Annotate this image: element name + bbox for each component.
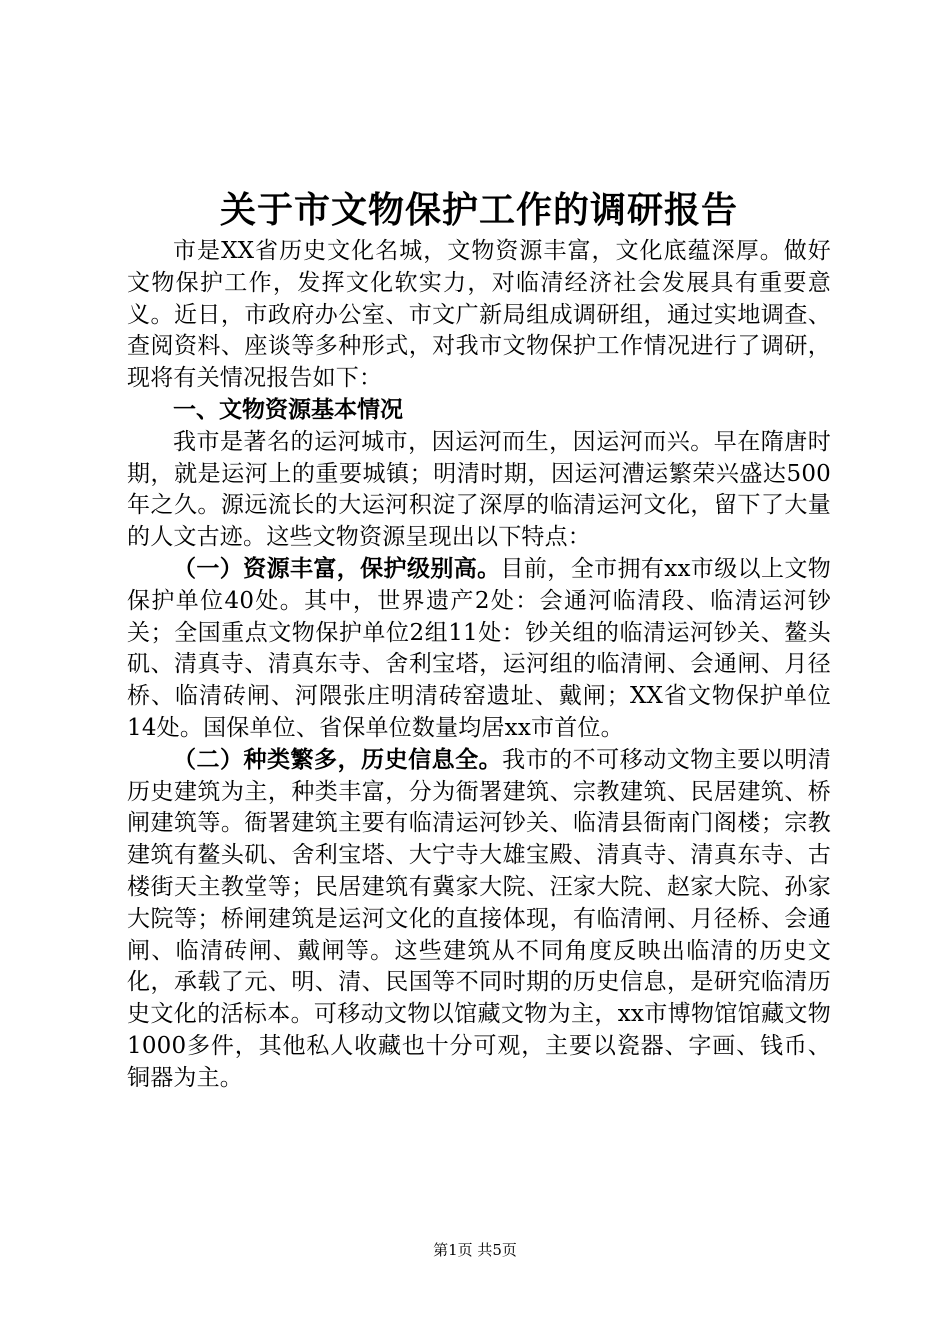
section-heading: 一、文物资源基本情况 [173, 396, 403, 423]
item-1-text: 目前，全市拥有xx市级以上文物保护单位40处。其中，世界遗产2处：会通河临清段、临清运河钞关；全国重点文物保护单位2组11处：钞关组的临清运河钞关、鳌头矶、清真寺、清真东寺、舍利宝塔，运河组的临清闸、会通闸、月径桥、临清砖闸、河隈张庄明清砖窑遗址、戴闸；XX省文物保护单位14处。国保单位、省保单位数量均居xx市首位。 [127, 555, 831, 741]
intro-paragraph: 市是XX省历史文化名城，文物资源丰富，文化底蕴深厚。做好文物保护工作，发挥文化软实力，对临清经济社会发展具有重要意义。近日，市政府办公室、市文广新局组成调研组，通过实地调查、查阅资料、座谈等多种形式，对我市文物保护工作情况进行了调研，现将有关情况报告如下： [127, 238, 831, 392]
item-1-paragraph [127, 554, 831, 745]
item-2-lead: （二）种类繁多，历史信息全。 [173, 746, 503, 773]
document-title: 关于市文物保护工作的调研报告 [219, 189, 738, 231]
item-2-paragraph [127, 745, 831, 1095]
item-1-lead: （一）资源丰富，保护级别高。 [173, 555, 501, 582]
document-body [127, 186, 831, 1095]
page-footer: 第1页 共5页 [433, 1241, 517, 1259]
section-overview-paragraph: 我市是著名的运河城市，因运河而生，因运河而兴。早在隋唐时期，就是运河上的重要城镇；明清时期，因运河漕运繁荣兴盛达500年之久。源远流长的大运河积淀了深厚的临清运河文化，留下了大量的人文古迹。这些文物资源呈现出以下特点： [127, 428, 831, 551]
item-2-text: 我市的不可移动文物主要以明清历史建筑为主，种类丰富，分为衙署建筑、宗教建筑、民居建筑、桥闸建筑等。衙署建筑主要有临清运河钞关、临清县衙南门阁楼；宗教建筑有鳌头矶、舍利宝塔、大宁寺大雄宝殿、清真寺、清真东寺、古楼街天主教堂等；民居建筑有冀家大院、汪家大院、赵家大院、孙家大院等；桥闸建筑是运河文化的直接体现，有临清闸、月径桥、会通闸、临清砖闸、戴闸等。这些建筑从不同角度反映出临清的历史文化，承载了元、明、清、民国等不同时期的历史信息，是研究临清历史文化的活标本。可移动文物以馆藏文物为主，xx市博物馆馆藏文物1000多件，其他私人收藏也十分可观，主要以瓷器、字画、钱币、铜器为主。 [127, 746, 831, 1091]
